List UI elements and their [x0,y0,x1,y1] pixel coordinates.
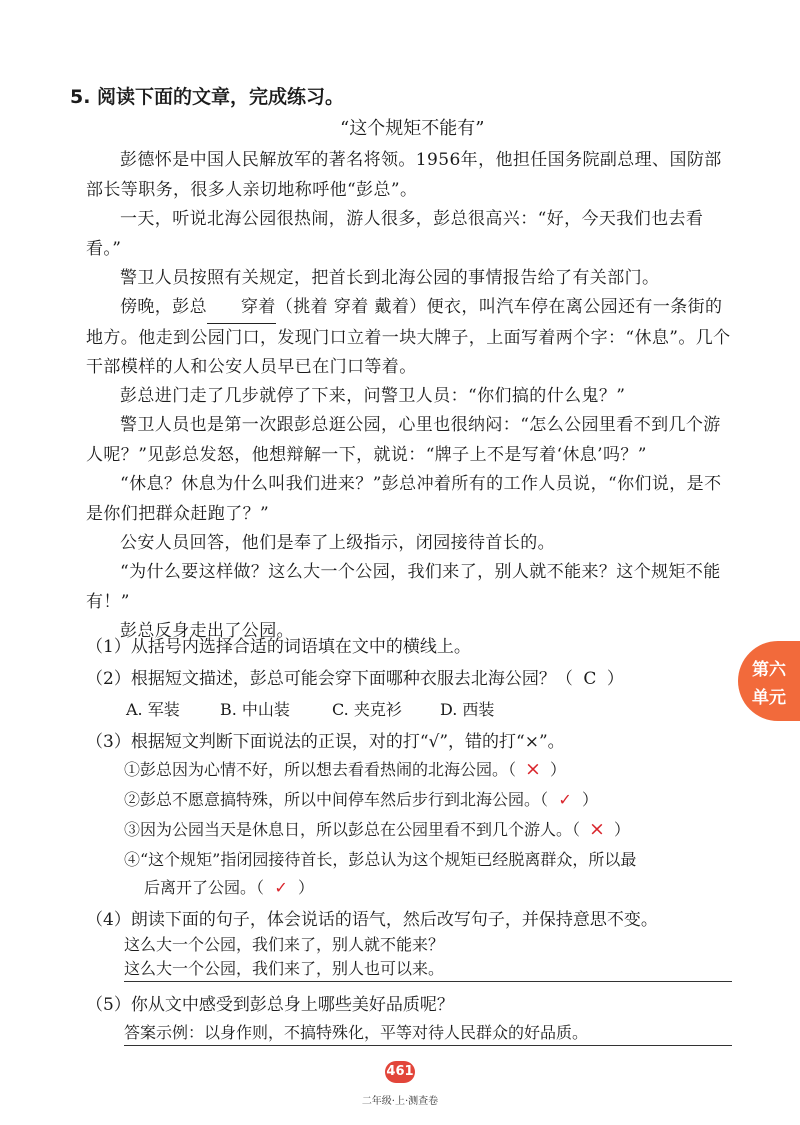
p4-after: （挑着 穿着 戴着）便衣，叫汽车停在离公园还有一条街的地方。他走到公园门口，发现门口立着一块大牌子，上面写着两个字：“休息”。几个干部模样的人和公安人员早已在门口等着。 [86,297,731,377]
blank-answer: 穿着 [207,293,276,324]
q5-answer-line: 答案示例：以身作则，不搞特殊化，平等对待人民群众的好品质。 [124,1020,732,1046]
sub-question-4: （4）朗读下面的句子，体会说话的语气，然后改写句子，并保持意思不变。 [86,910,658,930]
q4-answer-line: 这么大一个公园，我们来了，别人也可以来。 [124,956,732,982]
cross-mark-icon: × [525,758,541,780]
check-mark-icon: ✓ [558,790,572,809]
passage-title: “这个规矩不能有” [340,118,485,139]
passage-paragraph-4 [86,293,734,383]
option-c: C. 夹克衫 [332,700,402,719]
judge-1-text: ①彭总因为心情不好，所以想去看看热闹的北海公园。（ [124,760,517,779]
q2-answer: C [583,669,597,689]
judge-4-close: ） [298,878,315,897]
passage-paragraph-5: 彭总进门走了几步就停了下来，问警卫人员：“你们搞的什么鬼？” [120,386,626,406]
q2-text: （2）根据短文描述，彭总可能会穿下面哪种衣服去北海公园？（ [86,669,573,689]
passage-paragraph-1: 彭德怀是中国人民解放军的著名将领。1956年，他担任国务院副总理、国防部部长等职务，很多人亲切地称呼他“彭总”。 [86,150,722,200]
passage-paragraph-7: “休息？休息为什么叫我们进来？”彭总冲着所有的工作人员说，“你们说，是不是你们把群众赶跑了？” [86,474,722,524]
unit-side-tab [738,641,800,721]
check-mark-icon: ✓ [274,878,288,897]
option-a: A. 军装 [126,700,180,719]
unit-tab-line1: 第六 [752,660,786,680]
cross-mark-icon: × [589,818,605,840]
sub-question-5: （5）你从文中感受到彭总身上哪些美好品质呢？ [86,995,454,1015]
judge-2-close: ） [582,790,599,809]
judge-1-close: ） [550,760,567,779]
passage-paragraph-3: 警卫人员按照有关规定，把首长到北海公园的事情报告给了有关部门。 [120,268,660,288]
page-footer: 二年级·上·测查卷 [361,1096,439,1107]
judge-item-4: ④“这个规矩”指闭园接待首长，彭总认为这个规矩已经脱离群众，所以最 [124,850,637,869]
passage-paragraph-6: 警卫人员也是第一次跟彭总逛公园，心里也很纳闷：“怎么公园里看不到几个游人呢？”见彭总发怒，他想辩解一下，就说：“牌子上不是写着‘休息’吗？” [86,415,721,465]
unit-tab-line2: 单元 [752,688,786,708]
judge-3-close: ） [614,820,631,839]
option-b: B. 中山装 [220,700,290,719]
question-header: 5. 阅读下面的文章，完成练习。 [70,86,345,108]
passage-paragraph-2: 一天，听说北海公园很热闹，游人很多，彭总很高兴：“好，今天我们也去看看。” [86,209,704,259]
sub-question-1: （1）从括号内选择合适的词语填在文中的横线上。 [86,637,471,657]
sub-question-3: （3）根据短文判断下面说法的正误，对的打“√”，错的打“×”。 [86,732,565,752]
judge-item-2 [124,787,598,810]
passage-paragraph-9: “为什么要这样做？这么大一个公园，我们来了，别人就不能来？这个规矩不能有！” [86,562,721,612]
judge-3-text: ③因为公园当天是休息日，所以彭总在公园里看不到几个游人。（ [124,820,581,839]
q2-close: ） [606,669,624,689]
q4-original-sentence: 这么大一个公园，我们来了，别人就不能来？ [124,935,445,954]
judge-item-3 [124,817,630,840]
p4-before: 傍晚，彭总 [120,297,207,317]
judge-item-1 [124,757,566,780]
judge-item-4-cont [144,875,314,898]
passage-paragraph-8: 公安人员回答，他们是奉了上级指示，闭园接待首长的。 [120,533,555,553]
passage-paragraph-10: 彭总反身走出了公园。 [120,621,294,641]
judge-2-text: ②彭总不愿意搞特殊，所以中间停车然后步行到北海公园。（ [124,790,549,809]
sub-question-2 [86,664,624,689]
page-number-badge: 461 [385,1061,415,1083]
judge-4-text2: 后离开了公园。（ [144,878,265,897]
option-d: D. 西装 [440,700,495,719]
